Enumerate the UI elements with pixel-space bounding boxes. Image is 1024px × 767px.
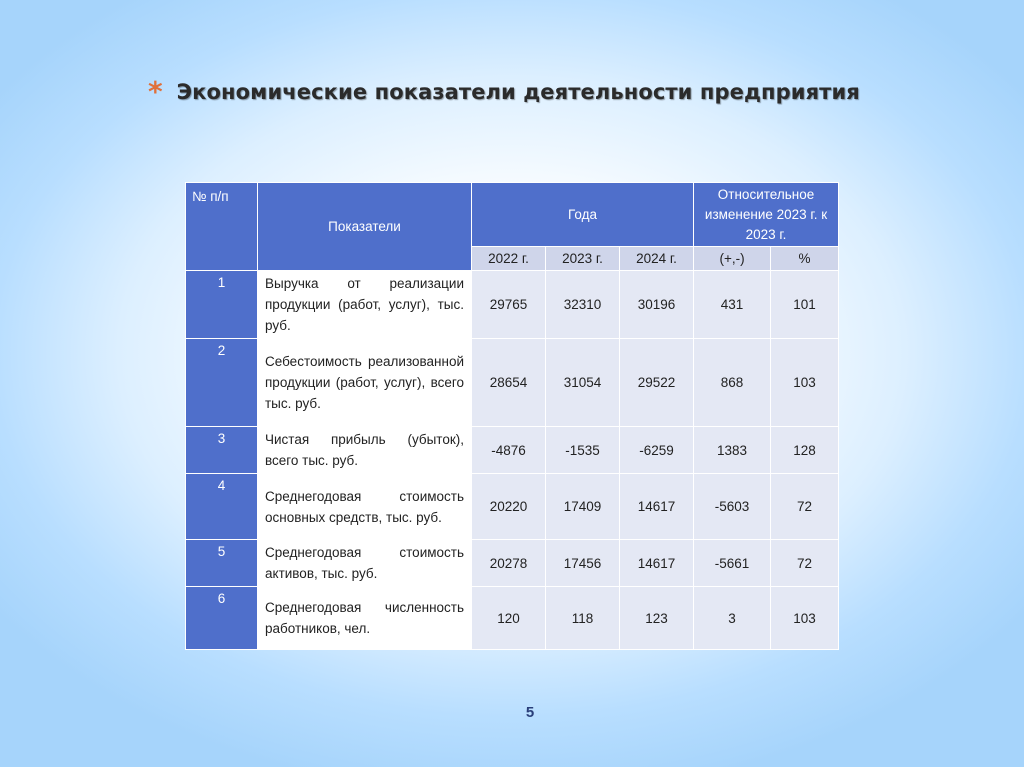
value-2022: -4876 [472, 427, 546, 474]
value-2023: 17456 [546, 540, 620, 587]
value-2023: 17409 [546, 474, 620, 540]
value-pct: 72 [771, 474, 839, 540]
row-number: 1 [186, 271, 258, 339]
row-indicator: Себестоимость реализованной продукции (работ, услуг), всего тыс. руб. [258, 339, 472, 427]
value-pct: 101 [771, 271, 839, 339]
value-diff: 1383 [694, 427, 771, 474]
header-relative-change: Относительное изменение 2023 г. к 2023 г. [694, 183, 839, 247]
value-2024: -6259 [620, 427, 694, 474]
row-indicator: Среднегодовая стоимость основных средств, тыс. руб. [258, 474, 472, 540]
header-num: № п/п [186, 183, 258, 271]
table-row [186, 271, 839, 339]
row-number: 4 [186, 474, 258, 540]
value-2024: 14617 [620, 474, 694, 540]
value-diff: 868 [694, 339, 771, 427]
header-indicator: Показатели [258, 183, 472, 271]
table-row [186, 474, 839, 540]
value-diff: 3 [694, 587, 771, 650]
value-2023: 118 [546, 587, 620, 650]
value-2024: 29522 [620, 339, 694, 427]
value-2022: 120 [472, 587, 546, 650]
subheader-2023: 2023 г. [546, 247, 620, 271]
value-diff: -5603 [694, 474, 771, 540]
subheader-2024: 2024 г. [620, 247, 694, 271]
row-number: 6 [186, 587, 258, 650]
value-pct: 72 [771, 540, 839, 587]
table-row [186, 540, 839, 587]
table-row [186, 339, 839, 427]
row-number: 2 [186, 339, 258, 427]
value-pct: 128 [771, 427, 839, 474]
value-2022: 29765 [472, 271, 546, 339]
value-diff: -5661 [694, 540, 771, 587]
value-2024: 30196 [620, 271, 694, 339]
value-2022: 28654 [472, 339, 546, 427]
row-indicator: Чистая прибыль (убыток), всего тыс. руб. [258, 427, 472, 474]
value-2024: 123 [620, 587, 694, 650]
table-row [186, 587, 839, 650]
value-2023: 32310 [546, 271, 620, 339]
header-years: Года [472, 183, 694, 247]
subheader-2022: 2022 г. [472, 247, 546, 271]
bullet-asterisk: * [148, 75, 163, 108]
value-diff: 431 [694, 271, 771, 339]
value-2022: 20220 [472, 474, 546, 540]
row-indicator: Среднегодовая стоимость активов, тыс. руб. [258, 540, 472, 587]
value-pct: 103 [771, 587, 839, 650]
value-2024: 14617 [620, 540, 694, 587]
value-pct: 103 [771, 339, 839, 427]
economic-indicators-table [185, 182, 839, 650]
slide-title: Экономические показатели деятельности предприятия [176, 80, 860, 104]
row-indicator: Среднегодовая численность работников, чел. [258, 587, 472, 650]
row-indicator: Выручка от реализации продукции (работ, услуг), тыс. руб. [258, 271, 472, 339]
row-number: 3 [186, 427, 258, 474]
value-2023: 31054 [546, 339, 620, 427]
page-number: 5 [525, 704, 535, 721]
slide-title-bar [148, 72, 948, 112]
table-row [186, 427, 839, 474]
subheader-diff: (+,-) [694, 247, 771, 271]
value-2023: -1535 [546, 427, 620, 474]
value-2022: 20278 [472, 540, 546, 587]
subheader-pct: % [771, 247, 839, 271]
row-number: 5 [186, 540, 258, 587]
